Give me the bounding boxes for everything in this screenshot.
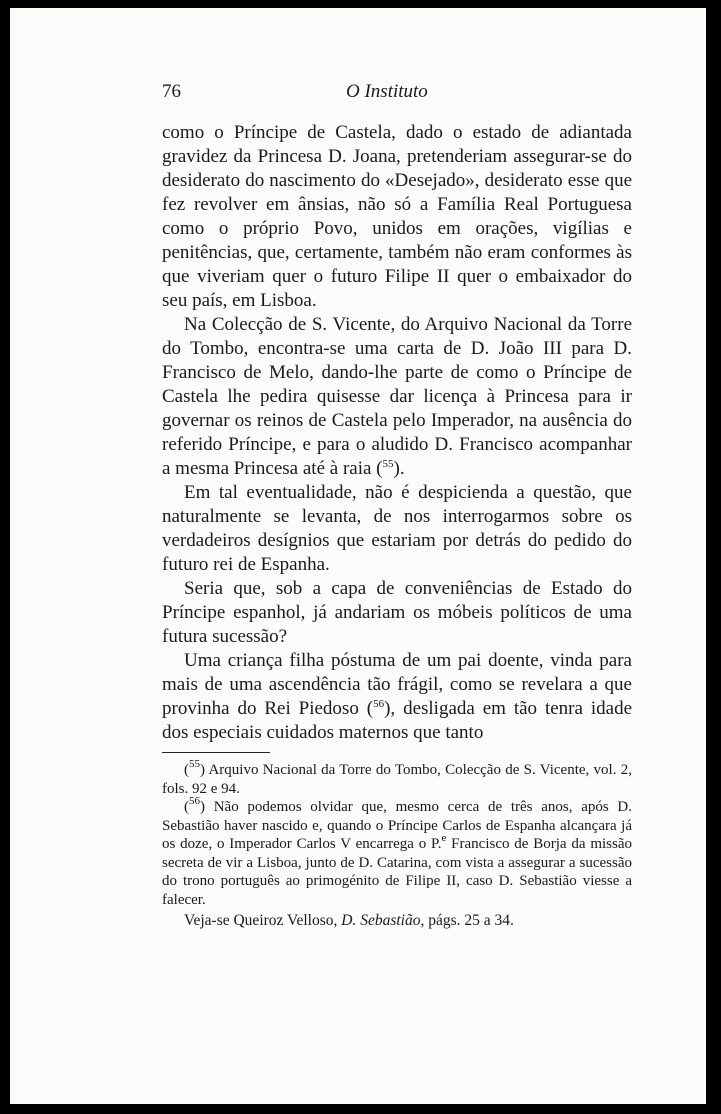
paragraph-4 bbox=[162, 577, 632, 649]
paragraph-5-text-continued: , desligada em tão tenra idade dos especiais cuidados maternos que tanto bbox=[162, 698, 632, 743]
note-ref-open: ( bbox=[358, 698, 374, 719]
footnotes bbox=[162, 758, 632, 931]
footnote-55-number: 55 bbox=[189, 758, 200, 770]
paragraph-5-text: Uma criança filha póstuma de um pai doente, vinda para mais de uma ascendência tão frágil, como se revelara a que provinha do Rei Piedoso bbox=[162, 650, 632, 719]
paragraph-4-text: Seria que, sob a capa de conveniências de Estado do Príncipe espanhol, já andariam os móbeis políticos de uma futura sucessão? bbox=[162, 578, 632, 647]
footnote-55 bbox=[162, 758, 632, 798]
footnote-marker-open: ( bbox=[184, 762, 189, 778]
paragraph-5 bbox=[162, 649, 632, 745]
footnote-56-text-continued: Francisco de Borja da missão secreta de vir a Lisboa, junto de D. Catarina, com vista a assegurar a sucessão do trono português ao primogénito de Filipe II, caso D. Sebastião viesse a falecer. bbox=[162, 836, 632, 908]
footnote-marker-close: ) bbox=[200, 799, 205, 815]
paragraph-3 bbox=[162, 481, 632, 577]
reference-title: D. Sebastião, bbox=[341, 912, 425, 929]
page-number: 76 bbox=[162, 81, 181, 102]
running-title: O Instituto bbox=[346, 81, 428, 102]
paragraph-2 bbox=[162, 313, 632, 481]
footnote-ref-56: 56 bbox=[373, 698, 385, 710]
reference-pages: págs. 25 a 34. bbox=[424, 912, 514, 929]
page-header bbox=[162, 81, 636, 113]
note-ref-close: ) bbox=[384, 698, 391, 719]
footnote-ref-55: 55 bbox=[382, 458, 394, 470]
paragraph-3-text: Em tal eventualidade, não é despicienda a questão, que naturalmente se levanta, de nos interrogarmos sobre os verdadeiros desígnios que estariam por detrás do pedido do futuro rei de Espanha. bbox=[162, 482, 632, 575]
footnote-56-text: Não podemos olvidar que, mesmo cerca de três anos, após D. Sebastião haver nascido e, quando o Príncipe Carlos de Espanha alcançara já os doze, o Imperador Carlos V encarrega o P. bbox=[162, 799, 632, 852]
note-ref-close: ). bbox=[393, 458, 405, 479]
paragraph-2-text: Na Colecção de S. Vicente, do Arquivo Nacional da Torre do Tombo, encontra-se uma carta de D. João III para D. Francisco de Melo, dando-lhe parte de como o Príncipe de Castela lhe pedira quisesse dar licença à Princesa para ir governar os reinos de Castela pelo Imperador, na ausência do referido Príncipe, e para o aludido D. Francisco acompanhar a mesma Princesa até à raia bbox=[162, 314, 632, 479]
footnote-divider bbox=[162, 752, 270, 753]
footnote-56-number: 56 bbox=[189, 795, 200, 807]
ordinal-indicator: e bbox=[441, 832, 447, 844]
paragraph-1 bbox=[162, 121, 632, 313]
reference-prefix: Veja-se Queiroz Velloso, bbox=[184, 912, 342, 929]
document-page bbox=[10, 8, 706, 1104]
note-ref-open: ( bbox=[371, 458, 383, 479]
footnote-56 bbox=[162, 795, 632, 909]
footnote-55-text: Arquivo Nacional da Torre do Tombo, Colecção de S. Vicente, vol. 2, fols. 92 e 94. bbox=[162, 762, 632, 797]
footnote-marker-close: ) bbox=[200, 762, 205, 778]
footnote-marker-open: ( bbox=[184, 799, 189, 815]
body-text bbox=[162, 121, 632, 745]
footnote-reference bbox=[162, 912, 632, 931]
paragraph-1-text: como o Príncipe de Castela, dado o estado de adiantada gravidez da Princesa D. Joana, pretenderiam assegurar-se do desiderato do nascimento do «Desejado», desiderato esse que fez revolver em ânsias, não só a Família Real Portuguesa como o próprio Povo, unidos em orações, vigílias e penitências, que, certamente, também não eram conformes às que viveriam quer o futuro Filipe II quer o embaixador do seu país, em Lisboa. bbox=[162, 122, 632, 311]
